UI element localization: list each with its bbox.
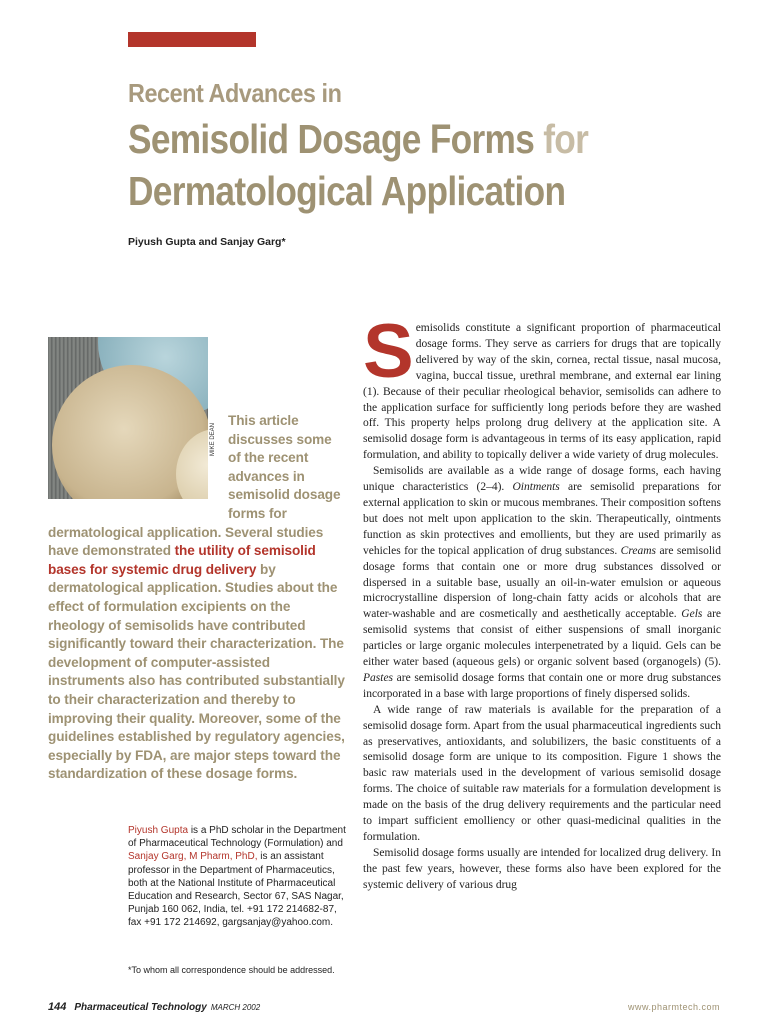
title-line1-light: for: [534, 116, 589, 162]
bio-name-2: Sanjay Garg, M Pharm, PhD,: [128, 851, 258, 863]
article-title: [128, 113, 588, 217]
body-paragraph-2: Semisolids are available as a wide range of dosage forms, each having unique characteristics (2–4). Ointments are semisolid preparations for external application to skin or mucous membranes. Their composition softens but does not melt upon application to the skin. Therapeutically, ointments function as skin protectives and emollients, but they are used primarily as vehicles for the topical application of drug substances. Creams are semisolid dosage forms that contain one or more drug substances dissolved or dispersed in a suitable base, usually an oil-in-water emulsion or aqueous microcrystalline dispersion of long-chain fatty acids or alcohols that are water-washable and are cosmetically and aesthetically acceptable. Gels are semisolid systems that consist of either suspensions of small inorganic particles or large organic molecules interpenetrated by a liquid. Gels can be either water based (aqueous gels) or organic solvent based (organogels) (5). Pastes are semisolid dosage forms that contain one or more drug substances incorporated in a base with large proportions of finely dispersed solids.: [363, 465, 722, 700]
body-paragraph-3: A wide range of raw materials is available for the preparation of a semisolid dosage form. Apart from the usual pharmaceutical ingredients such as preservatives, antioxidants, and solubilizers, the basic constituents of a semisolid dosage form are unique to its composition. Figure 1 shows the basic raw materials used in the development of various semisolid dosage forms. The choice of suitable raw materials for a formulation development is made on the basis of the drug delivery requirements and the particular need to impart sufficient emolliency or other quasi-medicinal qualities in the formulation.: [363, 703, 721, 843]
abstract-photo-spacer: [48, 412, 228, 505]
drop-cap: S: [363, 309, 414, 394]
correspondence-footnote: *To whom all correspondence should be addressed.: [128, 965, 335, 975]
body-paragraph-4: Semisolid dosage forms usually are intended for localized drug delivery. In the past few years, however, these forms also have been explored for the systemic delivery of various drug: [363, 846, 721, 891]
author-bio: [128, 824, 350, 930]
article-abstract: [48, 412, 346, 784]
bio-text-2: is an assistant professor in the Department of Pharmaceutics, both at the National Institute of Pharmaceutical Education and Research, Sector 67, SAS Nagar, Punjab 160 062, India, tel. +91 172 214682-87, fax +91 172 214692, gargsanjay@yahoo.com.: [128, 851, 344, 929]
page-footer: [48, 1001, 260, 1013]
title-line2: Dermatological Application: [128, 168, 566, 214]
title-line1-main: Semisolid Dosage Forms: [128, 116, 535, 162]
abstract-text-2: by dermatological application. Studies about the effect of formulation excipients on the rheology of semisolids have contributed significantly toward their characterization. The development of computer-assisted instruments also has contributed substantially to their characterization and thereby to improving their quality. Moreover, some of the guidelines established by regulatory agencies, especially by FDA, are major steps toward the standardization of these dosage forms.: [48, 561, 345, 782]
header-accent-bar: [128, 32, 256, 47]
abstract-highlight: the utility of semisolid bases for systemic drug delivery: [48, 543, 316, 577]
article-authors: Piyush Gupta and Sanjay Garg*: [128, 236, 286, 248]
body-text-column: [363, 309, 722, 894]
bio-text-1: is a PhD scholar in the Department of Pharmaceutical Technology (Formulation) and: [128, 825, 346, 850]
body-paragraph-1: Semisolids constitute a significant proportion of pharmaceutical dosage forms. They serve as carriers for drugs that are topically delivered by way of the skin, cornea, rectal tissue, nasal mucosa, vagina, buccal tissue, urethral membrane, and external ear lining (1). Because of their peculiar rheological behavior, semisolids can adhere to the application surface for sufficiently long periods before they are washed off. This property helps prolong drug delivery at the application site. A semisolid dosage form is advantageous in terms of its easy application, rapid formulation, and ability to topically deliver a wide variety of drug molecules.: [363, 309, 721, 462]
website-url: www.pharmtech.com: [627, 1002, 720, 1012]
page-number: 144: [48, 1001, 67, 1013]
abstract-text-1: This article discusses some of the recent advances in semisolid dosage forms for dermatological application. Several studies have demonstrated: [48, 413, 341, 559]
photo-credit: MIKE DEAN: [210, 422, 216, 456]
magazine-name: Pharmaceutical Technology: [74, 1002, 207, 1013]
article-kicker: Recent Advances in: [128, 78, 342, 108]
issue-date: MARCH 2002: [210, 1003, 261, 1012]
bio-name-1: Piyush Gupta: [128, 825, 189, 836]
